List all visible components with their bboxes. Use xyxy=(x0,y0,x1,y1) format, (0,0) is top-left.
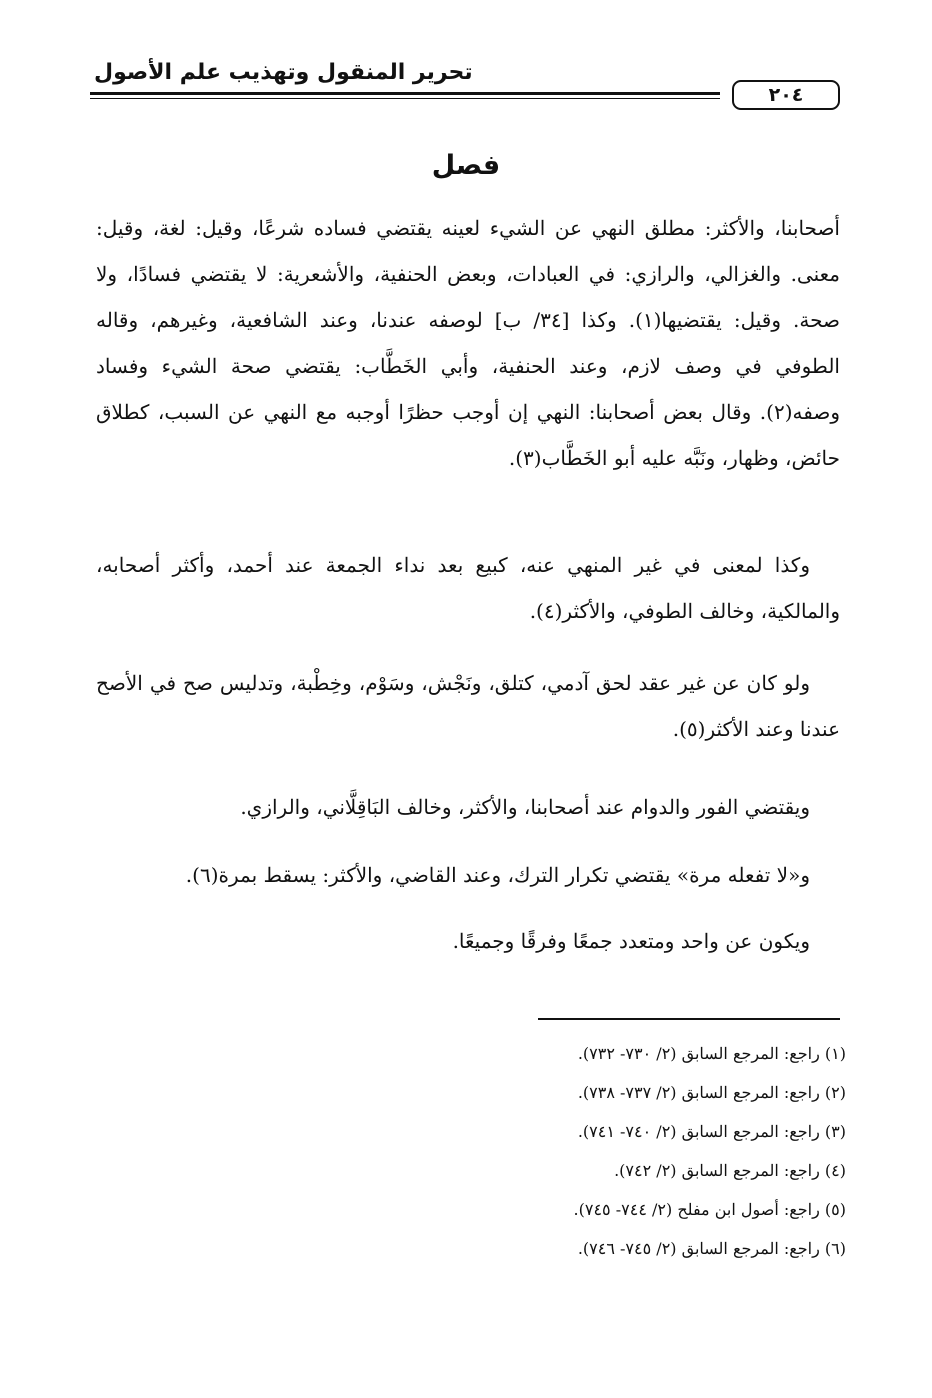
page-number: ٢٠٤ xyxy=(732,80,840,110)
paragraph: و«لا تفعله مرة» يقتضي تكرار الترك، وعند القاضي، والأكثر: يسقط بمرة(٦). xyxy=(185,863,810,887)
header-rule-thick xyxy=(90,92,720,95)
footnote-separator xyxy=(538,1018,840,1020)
footnote: (٤) راجع: المرجع السابق (٢/ ٧٤٢). xyxy=(614,1161,846,1180)
paragraph: أصحابنا، والأكثر: مطلق النهي عن الشيء لعينه يقتضي فساده شرعًا، وقيل: لغة، وقيل: معنى. والغزالي، والرازي: في العبادات، وبعض الحنفية، والأشعرية: لا يقتضي فسادًا، ولا صحة. وقيل: يقتضيها(١). وكذا [٣٤/ ب] لوصفه عندنا، وعند الشافعية، وغيرهم، وقاله الطوفي في وصف لازم، وعند الحنفية، وأبي الخَطَّاب: يقتضي صحة الشيء وفساد وصفه(٢). وقال بعض أصحابنا: النهي إن أوجب حظرًا أوجبه مع النهي عن السبب، كطلاق حائض، وظهار، ونَبَّه عليه أبو الخَطَّاب(٣). xyxy=(96,216,840,470)
footnote: (٥) راجع: أصول ابن مفلح (٢/ ٧٤٤- ٧٤٥). xyxy=(573,1200,846,1219)
footnote: (٢) راجع: المرجع السابق (٢/ ٧٣٧- ٧٣٨). xyxy=(577,1083,846,1102)
paragraph: ولو كان عن غير عقد لحق آدمي، كتلق، ونَجْش، وسَوْم، وخِطْبة، وتدليس صح في الأصح عندنا وعند الأكثر(٥). xyxy=(96,671,840,741)
footnote: (١) راجع: المرجع السابق (٢/ ٧٣٠- ٧٣٢). xyxy=(577,1044,846,1063)
paragraph: ويقتضي الفور والدوام عند أصحابنا، والأكثر، وخالف البَاقِلَّاني، والرازي. xyxy=(240,795,810,819)
paragraph: وكذا لمعنى في غير المنهي عنه، كبيع بعد نداء الجمعة عند أحمد، وأكثر أصحابه، والمالكية، وخالف الطوفي، والأكثر(٤). xyxy=(96,553,840,623)
footnotes xyxy=(380,1034,846,1268)
section-heading: فصل xyxy=(431,150,501,181)
book-title: تحرير المنقول وتهذيب علم الأصول xyxy=(94,60,473,85)
footnote: (٣) راجع: المرجع السابق (٢/ ٧٤٠- ٧٤١). xyxy=(577,1122,846,1141)
running-header xyxy=(90,50,840,110)
header-rule-thin xyxy=(90,98,720,99)
footnote: (٦) راجع: المرجع السابق (٢/ ٧٤٥- ٧٤٦). xyxy=(577,1239,846,1258)
paragraph: ويكون عن واحد ومتعدد جمعًا وفرقًا وجميعًا. xyxy=(452,929,810,953)
